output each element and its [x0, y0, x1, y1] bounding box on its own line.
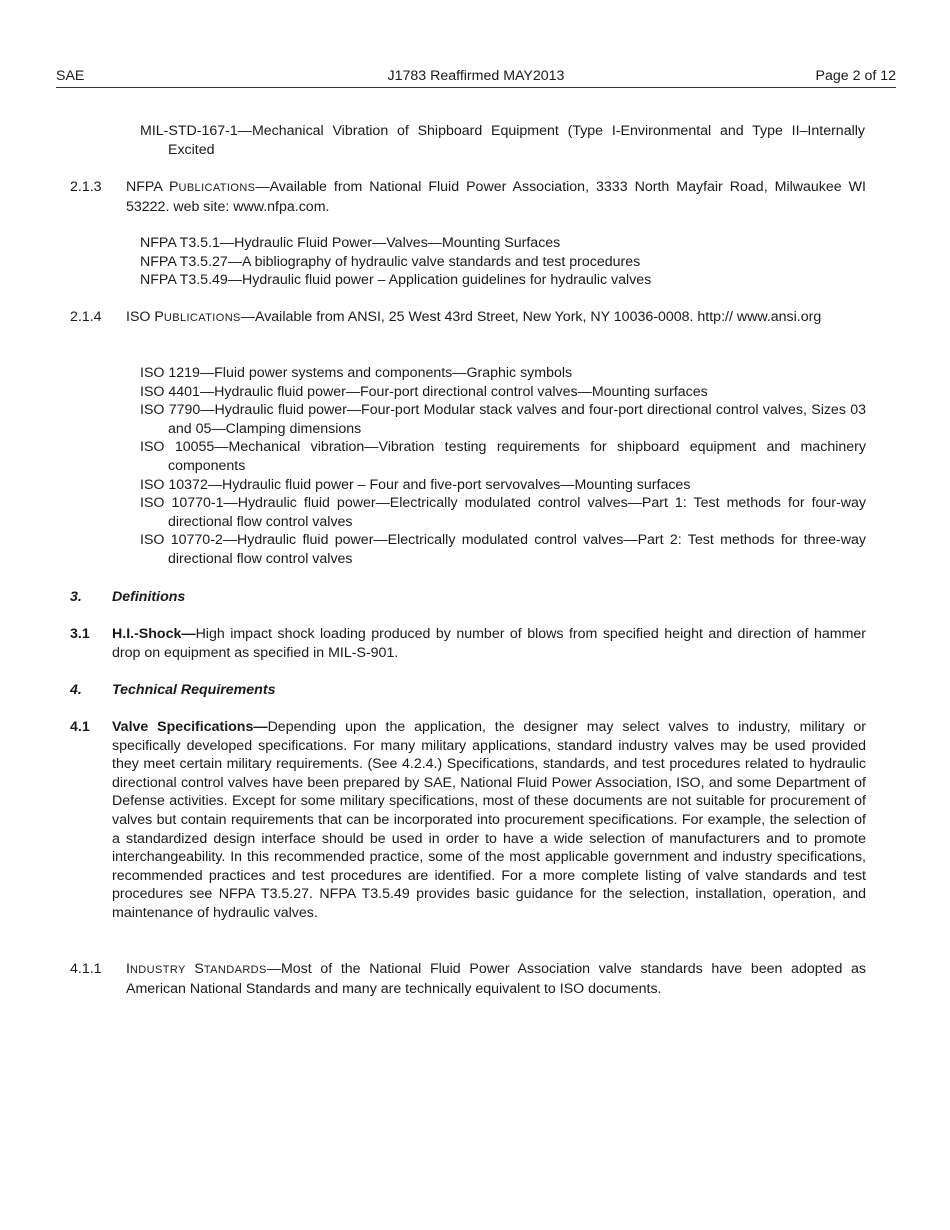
reference-item: ISO 10372—Hydraulic fluid power – Four and five-port servovalves—Mounting surfaces: [140, 476, 691, 493]
section-body: —Available from ANSI, 25 West 43rd Street, New York, NY 10036-0008. http:// www.ansi.org: [240, 309, 822, 325]
section-number: 4.1: [70, 719, 90, 735]
section-4-1-1: [70, 960, 866, 998]
section-4-1-1-text: [126, 960, 866, 998]
reference-item: NFPA T3.5.1—Hydraulic Fluid Power—Valves—Mounting Surfaces: [140, 235, 561, 251]
section-3-heading: [70, 588, 866, 607]
section-2-1-3: [70, 178, 866, 216]
section-3-1: [70, 625, 866, 662]
reference-item: ISO 1219—Fluid power systems and components—Graphic symbols: [140, 365, 573, 381]
section-number: 3.: [70, 589, 82, 605]
section-2-1-4-text: [126, 308, 873, 328]
reference-item: ISO 10055—Mechanical vibration—Vibration testing requirements for shipboard equipment and machinery components: [140, 439, 866, 474]
section-body: —Available from National Fluid Power Association, 3333 North Mayfair Road, Milwaukee WI 53222. web site: www.nfpa.com.: [126, 179, 866, 215]
nfpa-reference-list: [140, 234, 866, 290]
mil-std-reference: MIL-STD-167-1—Mechanical Vibration of Shipboard Equipment (Type I-Environmental and Type II–Internally Excited: [140, 123, 865, 158]
caption-cap: NFPA P: [126, 179, 179, 195]
caption-cap: I: [126, 961, 130, 977]
section-body: —Most of the National Fluid Power Association valve standards have been adopted as American National Standards and many are technically equivalent to ISO documents.: [126, 961, 866, 997]
caption-cap: S: [194, 961, 204, 977]
reference-item: ISO 7790—Hydraulic fluid power—Four-port Modular stack valves and four-port directional control valves, Sizes 03 and 05—Clamping dimensions: [140, 402, 866, 437]
section-title: Technical Requirements: [112, 682, 276, 698]
section-number: 2.1.3: [70, 179, 102, 195]
section-number: 2.1.4: [70, 309, 102, 325]
section-2-1-4: [70, 308, 873, 328]
definition: High impact shock loading produced by number of blows from specified height and direction of hammer drop on equipment as specified in MIL-S-901.: [112, 626, 866, 661]
caption-smallcaps: UBLICATIONS: [163, 312, 241, 324]
term: Valve Specifications—: [112, 719, 268, 735]
section-4-1-text: [112, 718, 866, 923]
caption-smallcaps: UBLICATIONS: [178, 182, 256, 194]
section-2-1-3-text: [126, 178, 866, 216]
iso-reference-list: [140, 364, 866, 569]
reference-item: ISO 10770-1—Hydraulic fluid power—Electrically modulated control valves—Part 1: Test methods for four-way directional flow control valves: [140, 495, 866, 530]
header-page-number: Page 2 of 12: [815, 68, 896, 84]
page-header: [56, 67, 896, 88]
section-body: Depending upon the application, the designer may select valves to industry, military or specifically developed specifications. For many military applications, standard industry valves may be used provided they meet certain military requirements. (See 4.2.4.) Specifications, standards, and test procedures related to hydraulic directional control valves have been prepared by SAE, National Fluid Power Association, ISO, and some Department of Defense activities. Except for some military specifications, most of these documents are not suitable for procurement of valves but contain requirements that can be incorporated into procurement specifications. For example, the selection of a standardized design interface should be used in order to have a wide selection of manufacturers and to promote interchangeability. In this recommended practice, some of the most applicable government and industry specifications, recommended practices and test procedures are identified. For a more complete listing of valve standards and test procedures see NFPA T3.5.27. NFPA T3.5.49 provides basic guidance for the selection, installation, operation, and maintenance of hydraulic valves.: [112, 719, 866, 921]
section-3-1-text: [112, 625, 866, 662]
section-number: 4.: [70, 682, 82, 698]
caption-smallcaps: NDUSTRY: [129, 964, 186, 976]
header-org: SAE: [56, 68, 85, 84]
section-4-heading: [70, 681, 866, 700]
section-number: 4.1.1: [70, 961, 102, 977]
reference-item: ISO 4401—Hydraulic fluid power—Four-port directional control valves—Mounting surfaces: [140, 383, 708, 400]
reference-item: ISO 10770-2—Hydraulic fluid power—Electrically modulated control valves—Part 2: Test methods for three-way directional flow control valves: [140, 532, 866, 567]
reference-item: NFPA T3.5.49—Hydraulic fluid power – Application guidelines for hydraulic valves: [140, 272, 652, 289]
section-4-1: [70, 718, 866, 923]
term: H.I.-Shock—: [112, 626, 196, 642]
reference-item: NFPA T3.5.27—A bibliography of hydraulic valve standards and test procedures: [140, 253, 641, 270]
section-title: Definitions: [112, 589, 186, 605]
caption-cap: ISO P: [126, 309, 164, 325]
caption-smallcaps: TANDARDS: [203, 964, 267, 976]
section-number: 3.1: [70, 626, 90, 642]
header-doc-id: J1783 Reaffirmed MAY2013: [387, 68, 565, 84]
